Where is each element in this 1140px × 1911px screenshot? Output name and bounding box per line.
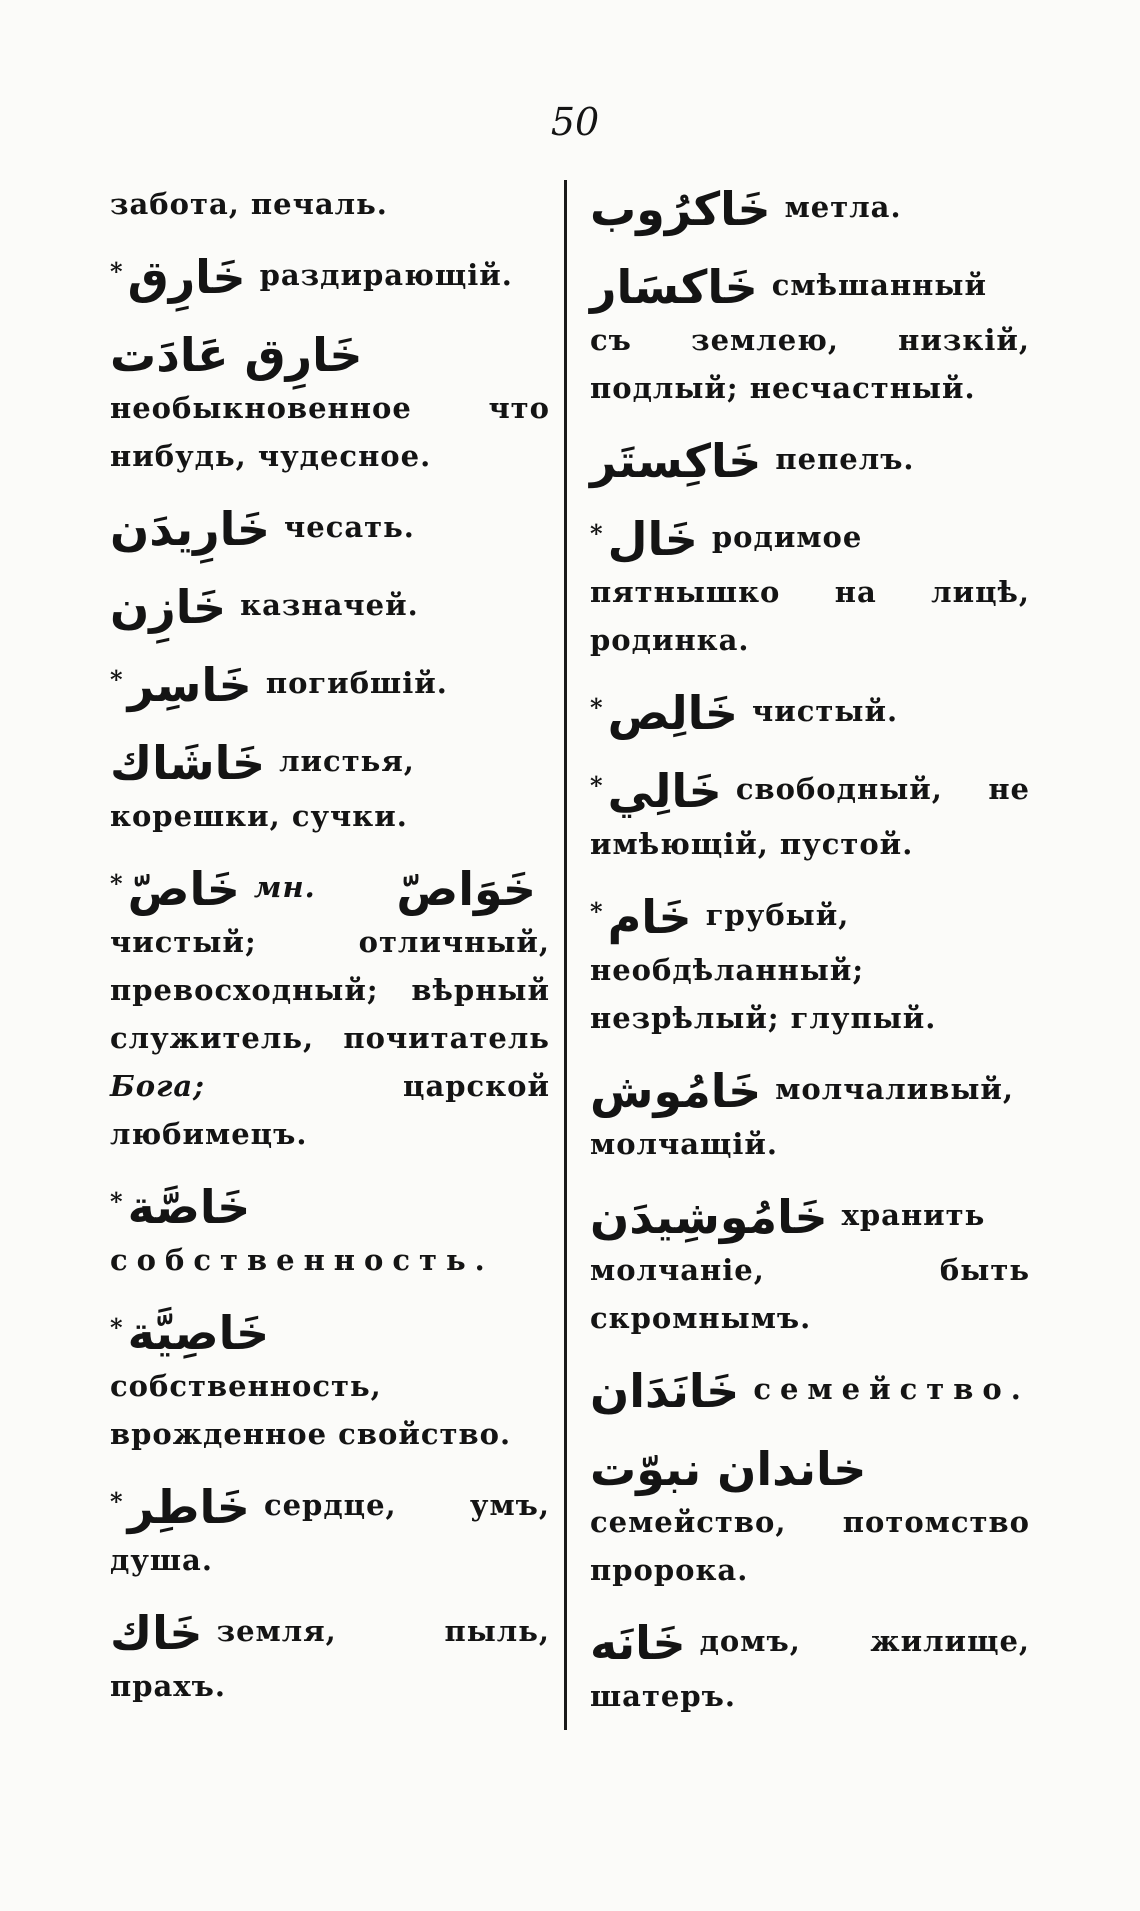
arabic-headword: خَالِص	[607, 686, 739, 740]
entry	[590, 258, 1030, 412]
definition: чистый; отличный, превосходный; вѣрный служитель, почитатель	[110, 925, 550, 1055]
entry	[590, 180, 1030, 238]
definition: земля, пыль, прахъ.	[110, 1614, 550, 1703]
plural-marker: мн.	[253, 870, 316, 904]
entry	[110, 656, 550, 714]
arabic-headword: خَاصِيَّة	[127, 1306, 270, 1360]
definition: грубый, необдѣланный; незрѣлый; глупый.	[590, 898, 937, 1035]
asterisk-mark: *	[590, 771, 604, 800]
entry	[110, 1178, 550, 1284]
entry	[110, 860, 550, 1158]
arabic-headword: خَانَدَان	[590, 1364, 740, 1418]
definition: свободный, не имѣющій, пустой.	[590, 772, 1030, 861]
entry	[590, 888, 1030, 1042]
definition: раздирающій.	[259, 258, 513, 292]
asterisk-mark: *	[590, 519, 604, 548]
arabic-headword: خَاشَاك	[110, 736, 266, 790]
asterisk-mark: *	[110, 1187, 124, 1216]
definition: сердце, умъ, душа.	[110, 1488, 550, 1577]
asterisk-mark: *	[590, 897, 604, 926]
arabic-headword: خَاكرُوب	[590, 182, 771, 236]
entry	[590, 1062, 1030, 1168]
arabic-headword: خَارِق عَادَت	[110, 328, 363, 382]
arabic-headword: خَام	[607, 890, 692, 944]
entry	[590, 510, 1030, 664]
arabic-headword: خَاطِر	[127, 1480, 250, 1534]
entry	[110, 1478, 550, 1584]
entry	[590, 1440, 1030, 1594]
entry	[110, 248, 550, 306]
asterisk-mark: *	[110, 869, 124, 898]
definition: чистый.	[752, 694, 899, 728]
entry	[110, 180, 550, 228]
arabic-headword: خَاكِستَر	[590, 434, 762, 488]
arabic-plural: خَوَاصّ	[396, 862, 536, 916]
arabic-headword: خَامُوش	[590, 1064, 762, 1118]
definition: пепелъ.	[775, 442, 915, 476]
arabic-headword: خَارِيدَن	[110, 502, 271, 556]
entry	[110, 326, 550, 480]
entry	[110, 578, 550, 636]
definition: казначей.	[240, 588, 419, 622]
arabic-headword: خَانَه	[590, 1616, 686, 1670]
arabic-headword: خَاسِر	[127, 658, 252, 712]
asterisk-mark: *	[590, 693, 604, 722]
entry	[590, 1188, 1030, 1342]
definition: собственность, врожденное свойство.	[110, 1369, 512, 1451]
entry	[590, 432, 1030, 490]
arabic-headword: خَاك	[110, 1606, 203, 1660]
definition: смѣшанный съ землею, низкій, подлый; несчастный.	[590, 268, 1030, 405]
definition: забота, печаль.	[110, 187, 388, 221]
definition-italic: Бога;	[110, 1069, 205, 1103]
arabic-headword: خَال	[607, 512, 698, 566]
definition-cont: царской любимецъ.	[110, 1069, 550, 1151]
arabic-headword: خَامُوشِيدَن	[590, 1190, 828, 1244]
column-divider	[564, 180, 567, 1730]
entry	[590, 762, 1030, 868]
arabic-headword: خَاكسَار	[590, 260, 758, 314]
entry	[590, 1614, 1030, 1720]
definition: хранить молчаніе, быть скромнымъ.	[590, 1198, 1030, 1335]
entry	[590, 1362, 1030, 1420]
entry	[590, 684, 1030, 742]
entry	[110, 734, 550, 840]
definition: метла.	[784, 190, 902, 224]
asterisk-mark: *	[110, 665, 124, 694]
arabic-headword: خَالِي	[607, 764, 722, 818]
definition: молчаливый, молчащій.	[590, 1072, 1015, 1161]
left-column	[110, 180, 550, 1730]
entry	[110, 500, 550, 558]
definition: домъ, жилище, шатеръ.	[590, 1624, 1030, 1713]
arabic-headword: خَازِن	[110, 580, 227, 634]
definition: собственность.	[110, 1243, 494, 1277]
arabic-headword: خَاصَّة	[127, 1180, 251, 1234]
definition: необыкновенное что нибудь, чудесное.	[110, 391, 550, 473]
arabic-headword: خَاصّ	[127, 862, 240, 916]
definition: родимое пятнышко на лицѣ, родинка.	[590, 520, 1030, 657]
asterisk-mark: *	[110, 1487, 124, 1516]
arabic-headword: خَارِق	[127, 250, 246, 304]
arabic-headword: خاندان نبوّت	[590, 1442, 867, 1496]
definition: семейство.	[753, 1372, 1030, 1406]
definition: погибшій.	[265, 666, 448, 700]
definition: семейство, потомство пророка.	[590, 1505, 1030, 1587]
asterisk-mark: *	[110, 1313, 124, 1342]
right-column	[590, 180, 1030, 1740]
entry	[110, 1304, 550, 1458]
page-number: 50	[550, 100, 600, 144]
asterisk-mark: *	[110, 257, 124, 286]
entry	[110, 1604, 550, 1710]
definition: чесать.	[284, 510, 415, 544]
definition: листья, корешки, сучки.	[110, 744, 415, 833]
